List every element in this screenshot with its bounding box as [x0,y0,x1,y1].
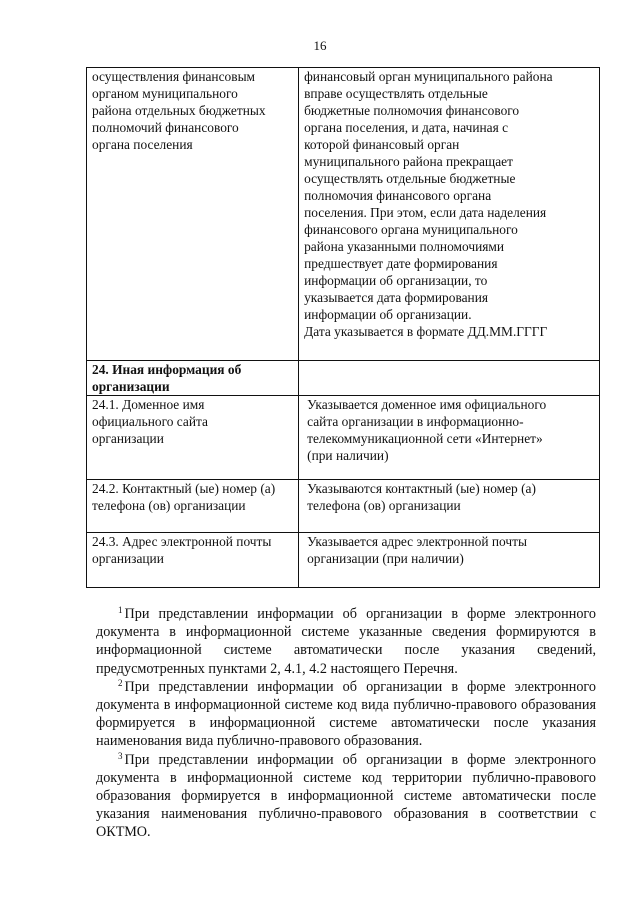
table-cell-left [87,396,299,480]
cell-text: осуществления финансовым органом муниципального района отдельных бюджетных полномочий финансового органа поселения [92,69,266,152]
footnote-mark: 1 [118,605,123,615]
table-cell-left [87,68,299,361]
table-cell-left [87,533,299,588]
cell-text: 24.1. Доменное имя официального сайта организации [92,397,208,446]
table-row [87,480,600,533]
cell-text: 24.2. Контактный (ые) номер (а) телефона (ов) организации [92,481,276,513]
footnotes [96,605,596,842]
table-row [87,533,600,588]
table-cell-right [299,480,600,533]
table-cell-right [299,68,600,361]
table-cell-right [299,396,600,480]
footnote-text: При представлении информации об организации в форме электронного документа в информационной системе код вида публично-правового образования формируется в информационной системе автоматически после указания наименования вида публично-правового образования. [96,678,596,750]
table-cell-right [299,533,600,588]
page-number: 16 [313,38,327,53]
section-heading: 24. Иная информация об организации [92,362,242,394]
footnote-mark: 3 [118,750,123,761]
footnote-text: При представлении информации об организации в форме электронного документа в информационной системе указанные сведения формируются в информационной системе автоматически после указания сведений, предусмотренных пунктами 2, 4.1, 4.2 настоящего Перечня. [96,606,596,677]
cell-text: Указывается адрес электронной почты организации (при наличии) [307,534,527,566]
table-row [87,68,600,361]
footnote-text: При представлении информации об организации в форме электронного документа в информационной системе код территории публично-правового образования формируется в информационной системе автоматически после указания наименования публично-правового образования в соответствии с ОКТМО. [96,751,596,841]
requirements-table [86,67,600,588]
table-row-section-24 [87,361,600,396]
table-cell-left [87,480,299,533]
footnote-mark: 2 [118,677,123,688]
footnote [96,678,596,751]
table-cell-right [299,361,600,396]
cell-text: Указываются контактный (ые) номер (а) телефона (ов) организации [307,481,536,513]
cell-text: финансовый орган муниципального района вправе осуществлять отдельные бюджетные полномочия финансового органа поселения, и дата, начиная с которой финансовый орган муниципального района прекращает осуществлять отдельные бюджетные полномочия финансового органа поселения. При этом, если дата наделения финансового органа муниципального района указанными полномочиями предшествует дате формирования информации об организации, то указывается дата формирования информации об организации. Дата указывается в формате ДД.ММ.ГГГГ [304,69,553,339]
footnote [96,605,596,678]
cell-text: Указывается доменное имя официального сайта организации в информационно- телекоммуникационной сети «Интернет» (при наличии) [307,397,547,463]
cell-text: 24.3. Адрес электронной почты организации [92,534,272,566]
footnote [96,751,596,842]
table-cell-left [87,361,299,396]
table-row [87,396,600,480]
